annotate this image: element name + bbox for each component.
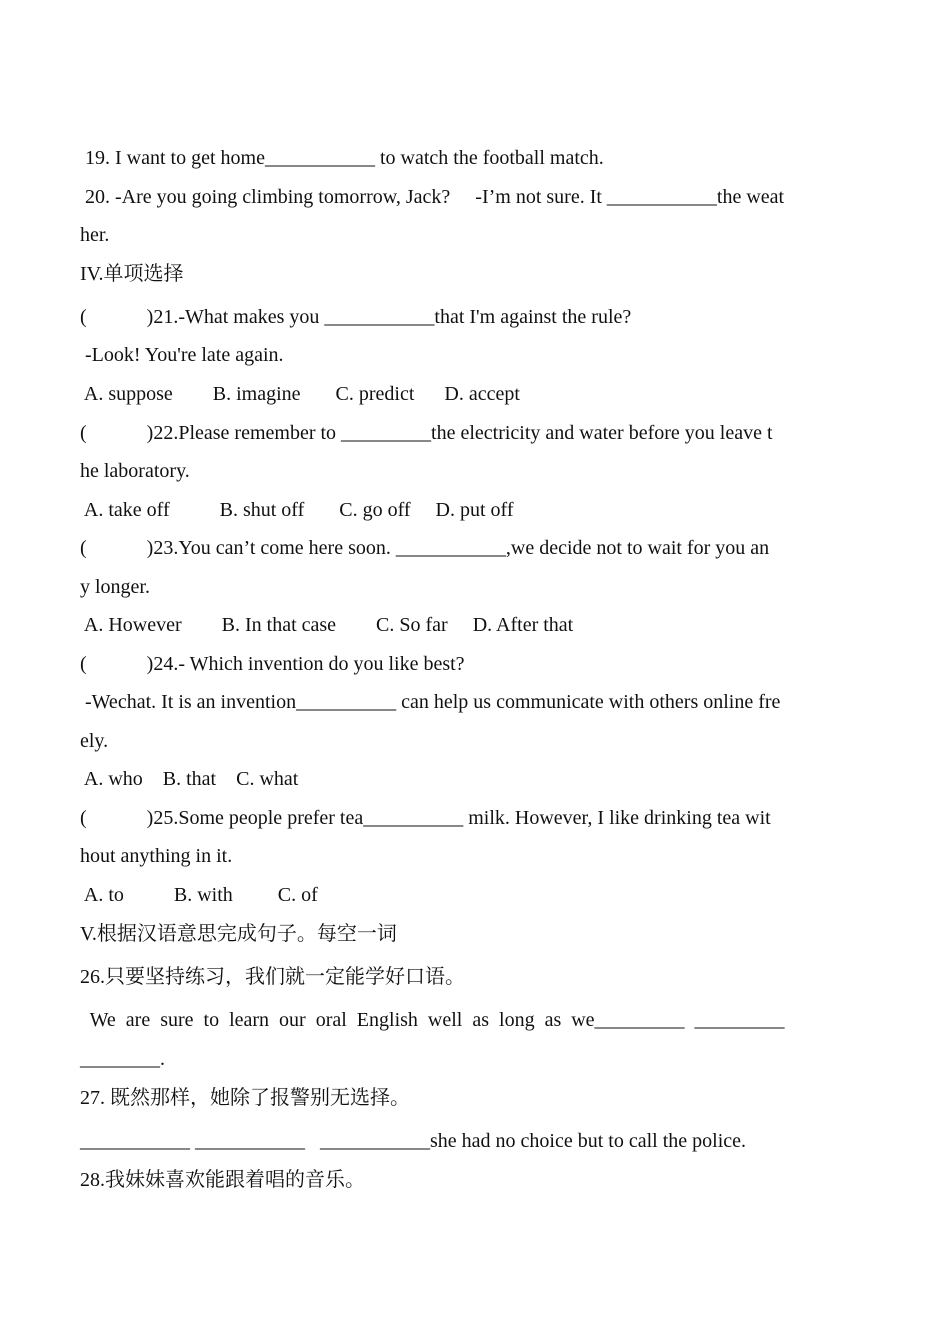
q24-text-cont: -Wechat. It is an invention__________ can help us communicate with others online fre (80, 691, 781, 713)
section-v-heading: V.根据汉语意思完成句子。每空一词 (80, 923, 397, 945)
q21-text: ( )21.-What makes you ___________that I'm against the rule? (80, 306, 632, 328)
q22-text: ( )22.Please remember to _________the electricity and water before you leave t (80, 422, 773, 444)
q22-options: A. take off B. shut off C. go off D. put off (80, 499, 514, 521)
q22-text-cont: he laboratory. (80, 460, 190, 482)
section-iv-heading: IV.单项选择 (80, 263, 184, 285)
q23-text: ( )23.You can’t come here soon. ___________,we decide not to wait for you an (80, 537, 770, 559)
q27-chinese: 27. 既然那样，她除了报警别无选择。 (80, 1087, 410, 1109)
q25-text-cont: hout anything in it. (80, 845, 233, 867)
q26-blank-cont: ________. (80, 1048, 165, 1070)
q26-chinese: 26.只要坚持练习，我们就一定能学好口语。 (80, 966, 465, 988)
q26-english: We are sure to learn our oral English well as long as we_________ _________ (80, 1009, 785, 1031)
q24-text-cont2: ely. (80, 730, 109, 752)
q24-text: ( )24.- Which invention do you like best? (80, 653, 465, 675)
q28-chinese: 28.我妹妹喜欢能跟着唱的音乐。 (80, 1169, 365, 1191)
q21-text-cont: -Look! You're late again. (80, 344, 284, 366)
q20-text: 20. -Are you going climbing tomorrow, Jack? -I’m not sure. It ___________the weat (80, 186, 785, 208)
q23-options: A. However B. In that case C. So far D. After that (80, 614, 574, 636)
q25-options: A. to B. with C. of (80, 884, 318, 906)
q20-text-cont: her. (80, 224, 110, 246)
q24-options: A. who B. that C. what (80, 768, 299, 790)
q19-text: 19. I want to get home___________ to watch the football match. (80, 147, 604, 169)
q21-options: A. suppose B. imagine C. predict D. accept (80, 383, 520, 405)
q23-text-cont: y longer. (80, 576, 150, 598)
q27-english: ___________ ___________ ___________she had no choice but to call the police. (80, 1130, 747, 1152)
q25-text: ( )25.Some people prefer tea__________ milk. However, I like drinking tea wit (80, 807, 771, 829)
